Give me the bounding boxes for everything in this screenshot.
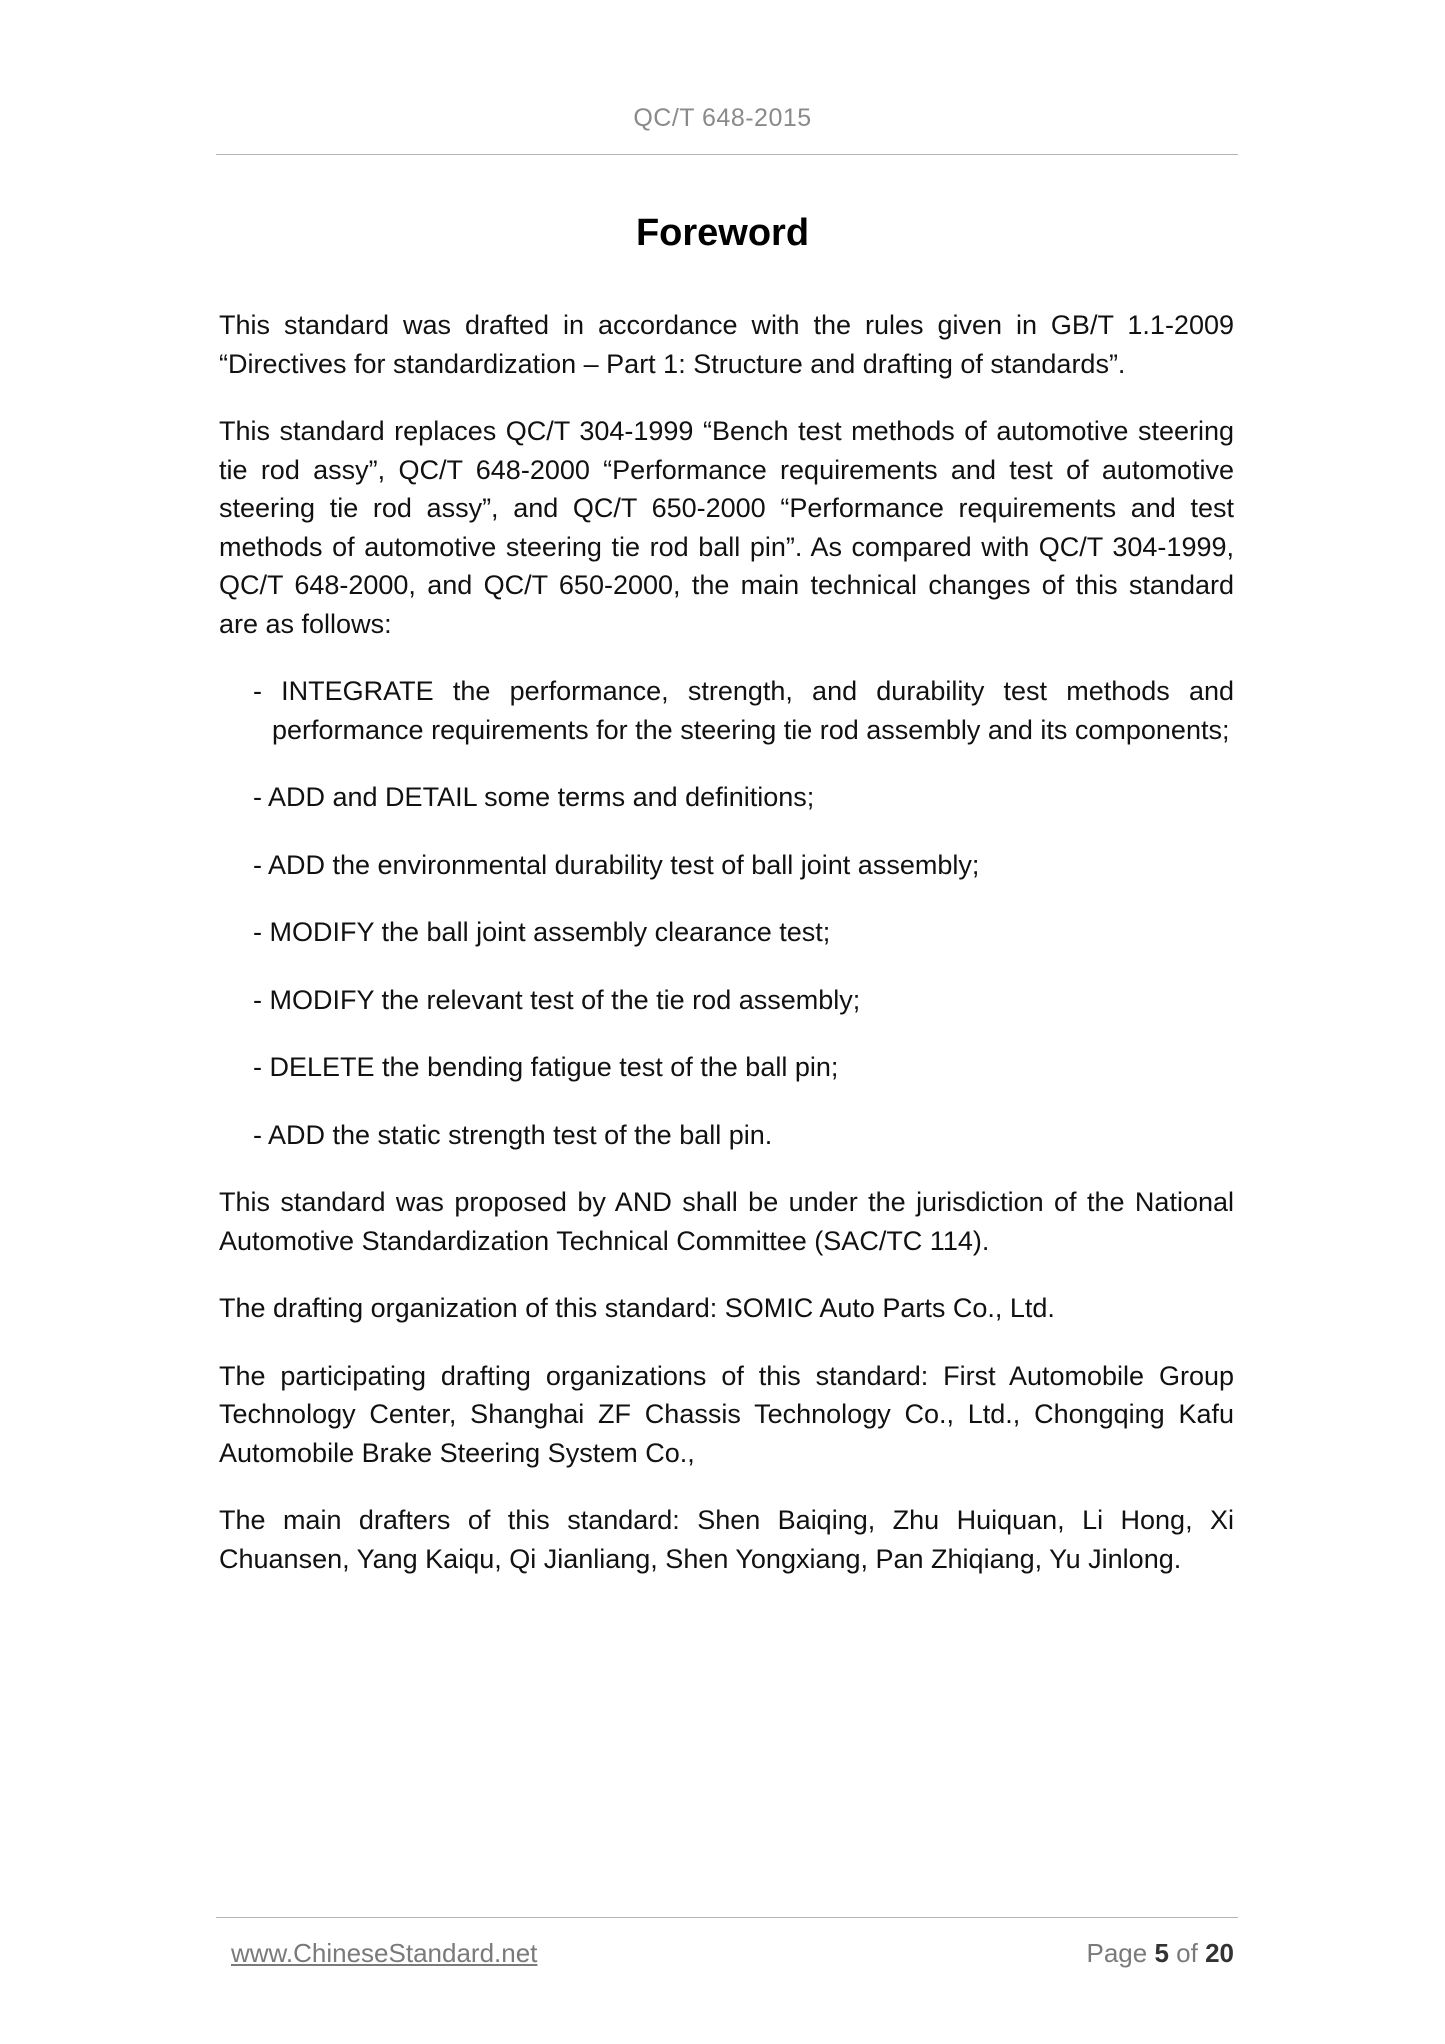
page-separator: of (1176, 1938, 1198, 1968)
page-total-number: 20 (1205, 1938, 1234, 1968)
footer-divider (216, 1917, 1238, 1918)
paragraph-replaces: This standard replaces QC/T 304-1999 “Bench test methods of automotive steering tie rod assy”, QC/T 648-2000 “Performance requirements and test of automotive steering tie rod assy”, and QC/T 650-2000 “Performance requirements and test methods of automotive steering tie rod ball pin”. As compared with QC/T 304-1999, QC/T 648-2000, and QC/T 650-2000, the main technical changes of this standard are as follows: (219, 416, 1234, 639)
list-item-change: - ADD the static strength test of the ball pin. (253, 1119, 773, 1150)
list-item-change: - INTEGRATE the performance, strength, and durability test methods and performance requirements for the steering tie rod assembly and its components; (253, 676, 1234, 745)
page-label: Page (1086, 1938, 1148, 1968)
paragraph-participating-organizations: The participating drafting organizations of this standard: First Automobile Group Technology Center, Shanghai ZF Chassis Technology Co., Ltd., Chongqing Kafu Automobile Brake Steering System Co., (219, 1360, 1234, 1468)
paragraph-main-drafters: The main drafters of this standard: Shen Baiqing, Zhu Huiquan, Li Hong, Xi Chuansen, Yang Kaiqu, Qi Jianliang, Shen Yongxiang, Pan Zhiqiang, Yu Jinlong. (219, 1505, 1234, 1574)
list-item-change: - ADD the environmental durability test of ball joint assembly; (253, 849, 980, 880)
page-title: Foreword (635, 212, 810, 254)
paragraph-drafting-organization: The drafting organization of this standard: SOMIC Auto Parts Co., Ltd. (219, 1293, 1055, 1323)
page-current-number: 5 (1154, 1938, 1169, 1968)
list-item-change: - DELETE the bending fatigue test of the ball pin; (253, 1052, 839, 1082)
paragraph-drafting-rules: This standard was drafted in accordance with the rules given in GB/T 1.1-2009 “Directives for standardization – Part 1: Structure and drafting of standards”. (219, 310, 1234, 379)
footer-website-link[interactable]: www.ChineseStandard.net (231, 1938, 538, 1968)
header-divider (216, 154, 1238, 155)
list-item-change: - MODIFY the relevant test of the tie rod assembly; (253, 984, 861, 1015)
footer-page-indicator (1086, 1938, 1234, 1969)
page-header-doc-code: QC/T 648-2015 (633, 104, 812, 132)
paragraph-proposed-by: This standard was proposed by AND shall be under the jurisdiction of the National Automotive Standardization Technical Committee (SAC/TC 114). (219, 1187, 1234, 1256)
list-item-change: - ADD and DETAIL some terms and definitions; (253, 782, 815, 812)
list-item-change: - MODIFY the ball joint assembly clearance test; (253, 917, 831, 947)
foreword-body (219, 306, 1234, 1607)
